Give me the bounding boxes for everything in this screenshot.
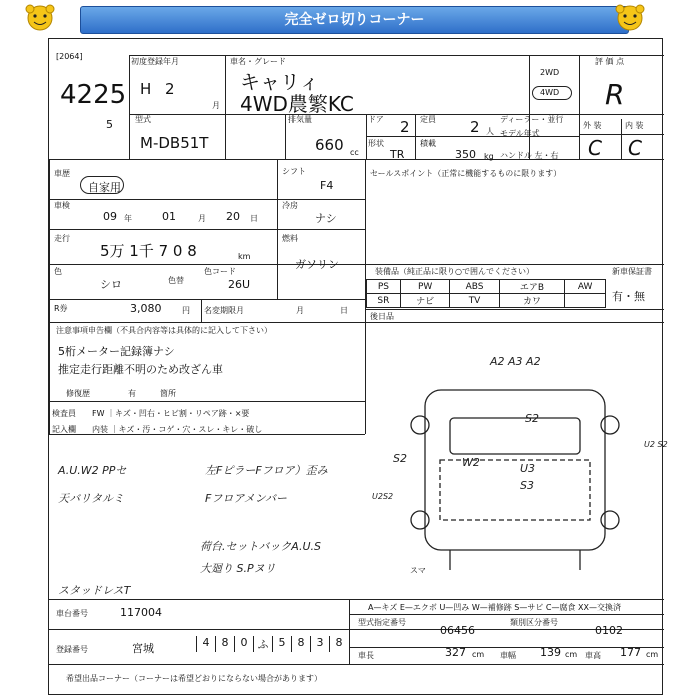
load-label: 積載 [420,139,436,148]
equip-airbag: エアB [499,280,565,294]
plate-digits [196,636,348,652]
width-unit: cm [565,650,578,659]
color-value: シロ [100,278,122,291]
hand-left3: スタッドレスT [58,584,131,597]
color-label: 色 [54,267,62,276]
hand-mid1: 左FピラーFフロア）歪み [205,464,328,477]
width-value: 139 [540,646,561,659]
repair-location: 箇所 [160,389,176,398]
hope-corner-label: 希望出品コーナー [66,674,130,683]
shape-label: 形状 [368,139,384,148]
tax-day-unit: 日 [340,306,348,315]
width-label: 車幅 [500,651,516,660]
exterior-label: 外 装 [583,121,602,130]
displacement-label: 排気量 [288,115,312,124]
chassis-value: 117004 [120,606,162,619]
car-grade-label: 車名・グレード [230,57,286,66]
sales-point-label: セールスポイント（正常に機能するものに限ります） [370,169,562,178]
day-unit: 日 [250,214,258,223]
recycle-label: R券 [54,304,68,313]
doors-label: ドア [368,115,384,124]
dealer-label: ディーラー・並行 [500,115,564,124]
plate-region: 宮城 [132,642,154,655]
plate-label: 登録番号 [56,645,88,654]
displacement-value: 660 [315,136,344,154]
fuel-value: ガソリン [295,258,339,271]
equip-aw: AW [565,280,606,294]
diag-top: A2 A3 A2 [490,355,541,368]
equip-ps: PS [367,280,401,294]
car-name: キャリィ [240,70,320,94]
plate-digit: 8 [329,636,348,652]
plate-digit: 3 [310,636,329,652]
equip-abs: ABS [450,280,499,294]
hand-left2: 天バリタルミ [58,492,124,505]
hand-mid3: 荷台.セットバックA.U.S [200,540,322,553]
diag-u2s2: U2S2 [372,492,394,501]
equip-tv: TV [450,294,499,308]
history-value: 自家用 [88,181,121,194]
plate-digit: 8 [215,636,234,652]
hand-mid2: Fフロアメンバー [205,492,287,505]
exterior-value: C [588,136,602,160]
equip-sr: SR [367,294,401,308]
notes-line2: 推定走行距離不明のため改ざん車 [58,363,223,376]
inspector-row1: FW ｜キズ・凹右・ヒビ割・リペア跡・×要 [92,409,250,418]
color-code-value: 26U [228,278,251,291]
diag-s3: S3 [520,479,534,492]
notes-line1: 5桁メーター記録簿ナシ [58,345,175,358]
inspection-month-unit: 月 [198,214,206,223]
shift-label: シフト [282,167,306,176]
code: [2064] [56,52,83,61]
equip-pw: PW [400,280,450,294]
four-wd-label: 4WD [540,88,560,97]
model-year-label: モデル年式 [500,129,540,138]
first-reg-label: 初度登録年月 [131,57,179,66]
recycle-value: 3,080 [130,302,162,315]
rating-value: R [605,78,625,111]
cc-unit: cc [350,148,359,157]
diag-s2a: S2 [525,412,539,425]
height-unit: cm [646,650,659,659]
diag-w2: W2 [462,456,480,469]
month-unit: 月 [212,101,220,110]
model-label: 型式 [135,115,151,124]
plate-digit: ふ [253,636,272,652]
yen-unit: 円 [182,306,190,315]
rating-label: 評 価 点 [595,57,625,66]
legend: A—キズ E—エクボ U—凹み W—補修跡 S—サビ C—腐食 XX—交換済 [368,603,622,612]
reg-year: 2 [165,80,175,98]
fuel-label: 燃料 [282,234,298,243]
equipment-table [366,279,606,308]
repair-history-label: 修復歴 [66,389,90,398]
diag-s2b: S2 [393,452,407,465]
category-value: 0102 [595,624,623,637]
plate-digit: 4 [196,636,215,652]
mileage-label: 走行 [54,234,70,243]
mileage-value: 5万 1千 7 0 8 [100,242,197,260]
lot-number: 4225 [60,80,127,110]
height-value: 177 [620,646,641,659]
warranty-value: 有・無 [612,290,645,303]
capacity-label: 定員 [420,115,436,124]
inspector-row2: 内装 ｜キズ・汚・コゲ・穴・スレ・キレ・破し [92,425,263,434]
equip-blank [565,294,606,308]
length-value: 327 [445,646,466,659]
inspection-month: 01 [162,210,176,223]
cooling-value: ナシ [315,212,337,225]
inspection-year: 09 [103,210,117,223]
handle-label: ハンドル 左・右 [500,151,559,160]
plate-digit: 8 [291,636,310,652]
chassis-label: 車台番号 [56,609,88,618]
load-value: 350 [455,148,476,161]
km-unit: km [238,252,251,261]
hand-left1: A.U.W2 PPセ [58,464,127,477]
tax-month-label: 名変期限月 [204,306,244,315]
inspector-label: 検査員 [52,409,76,418]
entry-label: 記入欄 [52,425,76,434]
type-designation-value: 06456 [440,624,475,637]
mascot-right-icon [610,3,650,35]
diag-bottom: スマ [410,566,426,575]
plate-digit: 5 [272,636,291,652]
car-diagram [410,370,650,580]
capacity-value: 2 [470,118,480,136]
interior-label: 内 装 [625,121,644,130]
doors-value: 2 [400,118,410,136]
kg-unit: kg [484,152,494,161]
history-label: 車歴 [54,169,70,178]
hope-corner-note: （コーナーは希望どおりにならない場合があります） [130,674,322,683]
person-unit: 人 [486,127,494,136]
length-unit: cm [472,650,485,659]
equip-leather: カワ [499,294,565,308]
mascot-left-icon [20,3,60,35]
color-change-label: 色替 [168,276,184,285]
category-label: 類別区分番号 [510,618,558,627]
equipment-label: 装備品（純正品に限り○で囲んでください） [375,267,534,276]
shift-value: F4 [320,179,334,192]
hand-mid4: 大廻り S.Pヌリ [200,562,276,575]
model-prefix: 5 [106,118,113,131]
interior-value: C [628,136,642,160]
later-delivery-label: 後日品 [370,312,394,321]
car-grade: 4WD農繁KC [240,92,354,116]
diag-right: U2 S2 [644,440,668,449]
era: H [140,80,152,98]
height-label: 車高 [585,651,601,660]
tax-month-unit: 月 [296,306,304,315]
diag-u3: U3 [520,462,536,475]
inspection-label: 車検 [54,201,70,210]
two-wd-label: 2WD [540,68,560,77]
cooling-label: 冷房 [282,201,298,210]
repair-has: 有 [128,389,136,398]
banner-title: 完全ゼロ切りコーナー [80,6,629,34]
shape-value: TR [390,148,405,161]
year-unit: 年 [124,214,132,223]
length-label: 車長 [358,651,374,660]
warranty-label: 新車保証書 [612,267,652,276]
color-code-label: 色コード [204,267,236,276]
notes-label: 注意事項申告欄（不具合内容等は具体的に記入して下さい） [56,326,272,335]
plate-digit: 0 [234,636,253,652]
model-value: M-DB51T [140,134,209,152]
equip-navi: ナビ [400,294,450,308]
inspection-day: 20 [226,210,240,223]
type-designation-label: 型式指定番号 [358,618,406,627]
